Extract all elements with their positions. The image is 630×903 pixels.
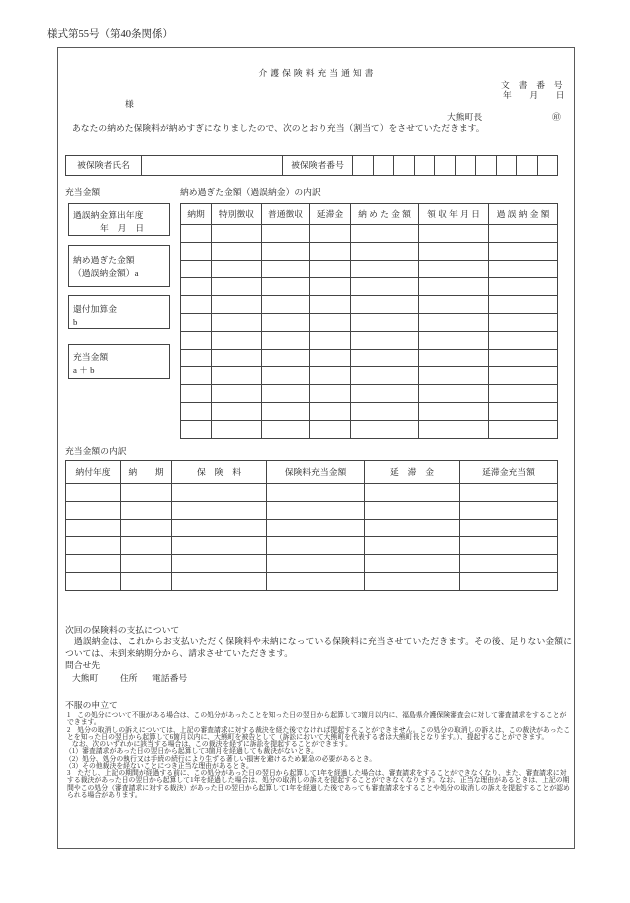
overpayment-row-cell [489, 242, 558, 260]
overpayment-row-cell [212, 367, 262, 385]
appropriation-row-cell [365, 572, 460, 590]
appropriation-row-cell [365, 484, 460, 502]
insured-number-digit [353, 156, 374, 176]
overpayment-breakdown-table [180, 203, 558, 439]
overpayment-row-cell [181, 225, 212, 243]
overpayment-breakdown-label: 納め過ぎた金額（過誤納金）の内訳 [180, 187, 321, 197]
seal-mark: ㊞ [552, 112, 561, 122]
appropriation-row-cell [460, 572, 558, 590]
overpayment-row-cell [351, 225, 419, 243]
overpaid-amount-box [68, 245, 170, 287]
overpayment-row-cell [310, 278, 351, 296]
overpayment-row-cell [351, 402, 419, 420]
overpayment-row [181, 420, 558, 438]
box-label: 充当金額 [73, 352, 109, 362]
column-header: 過 誤 納 金 額 [489, 204, 558, 225]
overpayment-row-cell [419, 278, 489, 296]
appropriation-row-cell [460, 555, 558, 573]
overpayment-row [181, 402, 558, 420]
calculation-year-box [68, 203, 170, 236]
appropriation-row-cell [365, 519, 460, 537]
overpayment-row-cell [262, 367, 310, 385]
overpayment-row-cell [212, 420, 262, 438]
appropriation-row-cell [172, 519, 267, 537]
overpayment-row-cell [181, 260, 212, 278]
overpayment-row-cell [262, 242, 310, 260]
appropriation-row-cell [267, 555, 365, 573]
overpayment-row-cell [419, 349, 489, 367]
appropriation-row-cell [66, 555, 121, 573]
appeal-heading: 不服の申立て [65, 700, 118, 710]
table-header-row [66, 461, 558, 484]
overpayment-row-cell [419, 331, 489, 349]
insured-name-value [142, 156, 283, 176]
overpayment-row-cell [212, 260, 262, 278]
form-code: 様式第55号（第40条関係） [47, 29, 173, 40]
overpayment-row-cell [181, 313, 212, 331]
appropriation-row-cell [267, 572, 365, 590]
overpayment-row-cell [181, 349, 212, 367]
appeal-note: （3）その他裁決を経ないことにつき正当な理由があるとき。 [65, 762, 253, 770]
appropriation-row-cell [121, 555, 172, 573]
column-header: 特別徴収 [212, 204, 262, 225]
appropriation-row-cell [365, 555, 460, 573]
appropriation-row-cell [172, 555, 267, 573]
appropriation-row-cell [66, 537, 121, 555]
box-sublabel: b [73, 316, 78, 327]
box-sublabel: （過誤納金額）a [73, 267, 139, 278]
document-number-label: 文 書 番 号 [501, 80, 563, 90]
overpayment-row-cell [181, 420, 212, 438]
overpayment-row-cell [419, 385, 489, 403]
appeal-note: なお、次のいずれかに該当する場合は、この裁決を経ずに訴訟を提起することができます。 [65, 741, 352, 748]
overpayment-row-cell [351, 420, 419, 438]
appropriation-section-label: 充当金額 [65, 187, 101, 197]
appropriation-row-cell [121, 519, 172, 537]
overpayment-row-cell [351, 313, 419, 331]
intro-text: あなたの納めた保険料が納めすぎになりましたので、次のとおり充当（割当て）をさせていただきます。 [72, 123, 485, 133]
insured-name-label: 被保険者氏名 [66, 156, 142, 176]
appropriation-row-cell [66, 501, 121, 519]
appropriation-row-cell [267, 484, 365, 502]
overpayment-row-cell [419, 260, 489, 278]
appropriation-breakdown-label: 充当金額の内訳 [65, 446, 127, 456]
column-header: 普通徴収 [262, 204, 310, 225]
overpayment-row [181, 296, 558, 314]
overpayment-row-cell [310, 367, 351, 385]
appropriation-row [66, 519, 558, 537]
overpayment-row [181, 367, 558, 385]
overpayment-row-cell [351, 331, 419, 349]
overpayment-row-cell [489, 367, 558, 385]
appropriation-row-cell [121, 572, 172, 590]
appeal-note: 2 処分の取消しの訴えについては、上記の審査請求に対する裁決を経た後でなければ提起することができません。この処分の取消しの訴えは、この裁決があったことを知った日の翌日から起算して6箇月以内に、大熊町を被告として（訴訟において大熊町を代表する者は大熊町長となります。）、提起することができます。 [67, 726, 571, 741]
appropriation-row-cell [267, 537, 365, 555]
overpayment-row [181, 225, 558, 243]
overpayment-row-cell [262, 260, 310, 278]
overpayment-row-cell [310, 420, 351, 438]
appropriation-row-cell [172, 537, 267, 555]
overpayment-row-cell [181, 385, 212, 403]
insured-number-digit [373, 156, 394, 176]
insured-number-digit [537, 156, 558, 176]
column-header: 領 収 年 月 日 [419, 204, 489, 225]
contact-heading: 問合せ先 [65, 660, 101, 670]
overpayment-row-cell [310, 402, 351, 420]
overpayment-row-cell [489, 313, 558, 331]
appeal-note: 3 ただし、上記の期間が経過する前に、この処分があった日の翌日から起算して1年を経過した場合は、審査請求をすることができなくなり、また、審査請求に対する裁決があった日の翌日から起算して1年を経過した場合は、処分の取消しの訴えを提起することができなくなります。なお、正当な理由があるときは、上記の期間やこの処分（審査請求に対する裁決）があった日の翌日から起算して1年を経過した後であっても審査請求をすることや処分の取消しの訴えを提起することが認められる場合があります。 [67, 770, 570, 799]
appeal-notes [65, 712, 573, 799]
appeal-note: （2）処分、処分の執行又は手続の続行により生ずる著しい損害を避けるため緊急の必要があるとき。 [65, 755, 377, 763]
overpayment-row-cell [181, 296, 212, 314]
issuer-name: 大熊町長 [447, 112, 483, 122]
next-payment-heading: 次回の保険料の支払について [65, 625, 180, 635]
overpayment-row [181, 349, 558, 367]
overpayment-row-cell [419, 296, 489, 314]
overpayment-row-cell [310, 349, 351, 367]
overpayment-row-cell [262, 331, 310, 349]
overpayment-row-cell [310, 385, 351, 403]
appropriation-row-cell [460, 501, 558, 519]
appropriation-row-cell [172, 572, 267, 590]
overpayment-row-cell [489, 331, 558, 349]
column-header: 納付年度 [66, 461, 121, 484]
overpayment-row-cell [351, 278, 419, 296]
appropriation-row [66, 501, 558, 519]
overpayment-row-cell [489, 402, 558, 420]
column-header: 保険料充当金額 [267, 461, 365, 484]
column-header: 延滞金 [310, 204, 351, 225]
overpayment-row-cell [310, 225, 351, 243]
appropriation-row-cell [66, 519, 121, 537]
overpayment-row-cell [310, 331, 351, 349]
overpayment-row-cell [489, 260, 558, 278]
overpayment-row-cell [489, 420, 558, 438]
appropriation-row-cell [460, 484, 558, 502]
appropriation-row-cell [121, 537, 172, 555]
overpayment-row-cell [212, 331, 262, 349]
overpayment-row-cell [181, 242, 212, 260]
overpayment-row-cell [262, 349, 310, 367]
document-title: 介護保険料充当通知書 [258, 68, 377, 78]
appropriation-breakdown-table [65, 460, 558, 591]
appeal-note: （1）審査請求があった日の翌日から起算して3箇月を経過しても裁決がないとき。 [65, 748, 318, 756]
column-header: 延滞金充当額 [460, 461, 558, 484]
overpayment-row-cell [262, 225, 310, 243]
insured-number-digit [476, 156, 497, 176]
column-header: 保 険 料 [172, 461, 267, 484]
overpayment-row-cell [310, 242, 351, 260]
overpayment-row-cell [489, 349, 558, 367]
appeal-note: 1 この処分について不服がある場合は、この処分があったことを知った日の翌日から起算して3箇月以内に、福島県介護保険審査会に対して審査請求をすることができます。 [67, 712, 567, 727]
overpayment-row [181, 242, 558, 260]
appropriation-row-cell [172, 501, 267, 519]
box-label: 過誤納金算出年度 [73, 210, 144, 220]
insured-number-digit [496, 156, 517, 176]
overpayment-row [181, 385, 558, 403]
overpayment-row [181, 331, 558, 349]
overpayment-row-cell [489, 278, 558, 296]
column-header: 納 め た 金 額 [351, 204, 419, 225]
overpayment-row-cell [262, 385, 310, 403]
overpayment-row-cell [419, 242, 489, 260]
contact-phone-label: 電話番号 [152, 673, 188, 683]
appropriation-row-cell [121, 484, 172, 502]
overpayment-row-cell [489, 385, 558, 403]
contact-town: 大熊町 [72, 673, 99, 683]
appropriation-row [66, 537, 558, 555]
overpayment-row-cell [489, 296, 558, 314]
overpayment-row-cell [419, 313, 489, 331]
appropriation-row-cell [365, 537, 460, 555]
overpayment-row-cell [310, 260, 351, 278]
column-header: 納 期 [121, 461, 172, 484]
overpayment-row-cell [181, 278, 212, 296]
appropriation-row [66, 555, 558, 573]
box-label: 還付加算金 [73, 304, 117, 314]
appropriation-row-cell [66, 572, 121, 590]
box-sublabel: 年 月 日 [100, 222, 144, 233]
column-header: 延 滞 金 [365, 461, 460, 484]
overpayment-row-cell [262, 313, 310, 331]
contact-address-label: 住所 [120, 673, 138, 683]
overpayment-row-cell [262, 402, 310, 420]
appropriation-row-cell [267, 519, 365, 537]
appropriation-row [66, 484, 558, 502]
overpayment-row-cell [310, 296, 351, 314]
box-sublabel: a ＋ b [73, 364, 95, 375]
overpayment-row-cell [212, 349, 262, 367]
insured-number-digit [517, 156, 538, 176]
overpayment-row-cell [351, 260, 419, 278]
overpayment-row-cell [310, 313, 351, 331]
overpayment-row-cell [212, 313, 262, 331]
addressee-suffix: 様 [125, 99, 134, 109]
insured-number-label: 被保険者番号 [283, 156, 353, 176]
overpayment-row-cell [181, 367, 212, 385]
overpayment-row-cell [419, 402, 489, 420]
overpayment-row-cell [212, 385, 262, 403]
insured-number-digit [435, 156, 456, 176]
overpayment-row-cell [351, 349, 419, 367]
document-date-label: 年 月 日 [503, 90, 565, 100]
overpayment-row-cell [212, 402, 262, 420]
overpayment-row-cell [212, 296, 262, 314]
appropriation-row-cell [66, 484, 121, 502]
appropriation-row [66, 572, 558, 590]
overpayment-row-cell [181, 331, 212, 349]
insured-number-digit [414, 156, 435, 176]
table-header-row [181, 204, 558, 225]
appropriation-row-cell [121, 501, 172, 519]
overpayment-row-cell [262, 420, 310, 438]
box-label: 納め過ぎた金額 [73, 255, 135, 265]
appropriation-row-cell [267, 501, 365, 519]
appropriation-row-cell [172, 484, 267, 502]
overpayment-row [181, 260, 558, 278]
overpayment-row-cell [181, 402, 212, 420]
next-payment-body: 過誤納金は、これからお支払いただく保険料や未納になっている保険料に充当させていただきます。その後、足りない金額については、未到来納期分から、請求させていただきます。 [65, 636, 572, 658]
overpayment-row-cell [212, 242, 262, 260]
insured-info-table [65, 155, 558, 176]
appropriation-row-cell [460, 519, 558, 537]
overpayment-row-cell [351, 367, 419, 385]
overpayment-row-cell [351, 296, 419, 314]
overpayment-row-cell [262, 278, 310, 296]
overpayment-row-cell [489, 225, 558, 243]
overpayment-row [181, 313, 558, 331]
overpayment-row-cell [351, 385, 419, 403]
overpayment-row-cell [212, 278, 262, 296]
refund-interest-box [68, 295, 170, 329]
overpayment-row-cell [419, 367, 489, 385]
column-header: 納期 [181, 204, 212, 225]
overpayment-row-cell [262, 296, 310, 314]
overpayment-row-cell [351, 242, 419, 260]
appropriated-amount-box [68, 344, 170, 379]
appropriation-row-cell [460, 537, 558, 555]
overpayment-row-cell [419, 225, 489, 243]
appropriation-row-cell [365, 501, 460, 519]
insured-number-digit [455, 156, 476, 176]
overpayment-row [181, 278, 558, 296]
overpayment-row-cell [419, 420, 489, 438]
insured-info-row [66, 156, 558, 176]
overpayment-row-cell [212, 225, 262, 243]
insured-number-digit [394, 156, 415, 176]
